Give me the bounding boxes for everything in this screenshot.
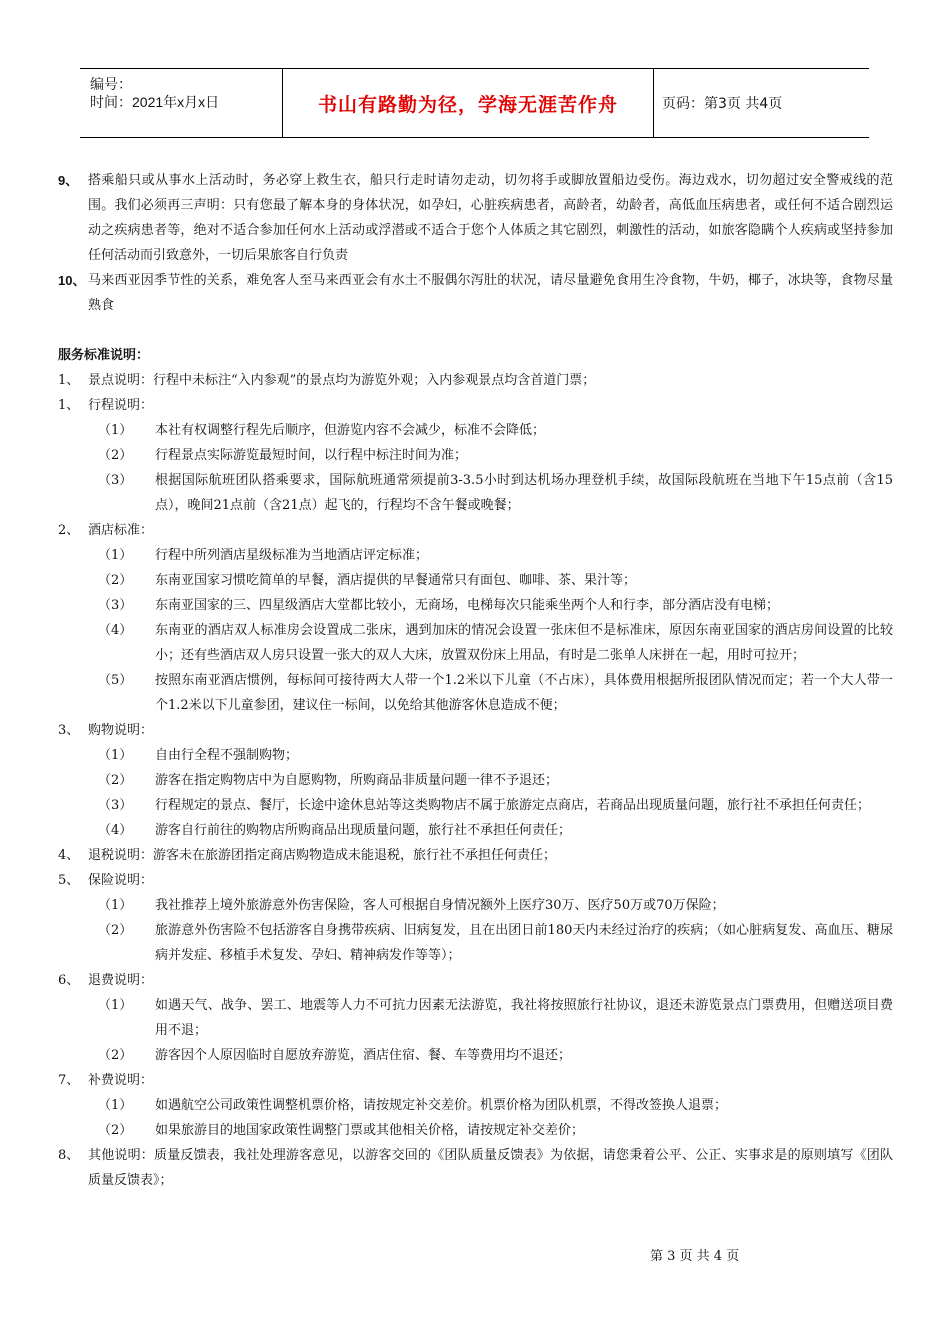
service-item-number: 3、 bbox=[58, 723, 80, 738]
service-subitem bbox=[58, 768, 893, 793]
service-item bbox=[58, 1068, 893, 1093]
header-meta bbox=[80, 69, 282, 137]
service-subitem bbox=[58, 818, 893, 843]
service-item-number: 8、 bbox=[58, 1148, 80, 1163]
service-subitem-number: （2） bbox=[98, 573, 133, 588]
service-subitem-number: （1） bbox=[98, 548, 133, 563]
service-subitem-number: （2） bbox=[98, 1123, 133, 1138]
service-subitem bbox=[58, 618, 893, 668]
service-subitem-number: （3） bbox=[98, 798, 133, 813]
service-item-number: 4、 bbox=[58, 848, 80, 863]
service-subitem bbox=[58, 1093, 893, 1118]
service-subitem-number: （3） bbox=[98, 473, 133, 488]
service-item-text: 退税说明：游客未在旅游团指定商店购物造成未能退税，旅行社不承担任何责任； bbox=[88, 848, 557, 863]
header-motto: 书山有路勤为径，学海无涯苦作舟 bbox=[282, 69, 654, 137]
service-subitem-text: 我社推荐上境外旅游意外伤害保险，客人可根据自身情况额外上医疗30万、医疗50万或70万保险； bbox=[155, 898, 725, 913]
service-subitem-text: 东南亚的酒店双人标准房会设置成二张床，遇到加床的情况会设置一张床但不是标准床，原因东南亚国家的酒店房间设置的比较小；还有些酒店双人房只设置一张大的双人大床，放置双份床上用品，有时是二张单人床拼在一起，用时可拉开； bbox=[155, 623, 893, 663]
note-item bbox=[58, 168, 893, 268]
service-subitem bbox=[58, 1043, 893, 1068]
service-subitem-number: （1） bbox=[98, 1098, 133, 1113]
service-item-text: 补费说明： bbox=[88, 1073, 154, 1088]
service-item-text: 酒店标准： bbox=[88, 523, 154, 538]
service-item bbox=[58, 393, 893, 418]
service-subitem-number: （4） bbox=[98, 823, 133, 838]
document-body bbox=[58, 168, 893, 1193]
service-item bbox=[58, 968, 893, 993]
service-item-number: 5、 bbox=[58, 873, 80, 888]
service-subitem-text: 如遇航空公司政策性调整机票价格，请按规定补交差价。机票价格为团队机票，不得改签换人退票； bbox=[155, 1098, 728, 1113]
service-subitem-text: 行程中所列酒店星级标准为当地酒店评定标准； bbox=[155, 548, 429, 563]
service-subitem-text: 旅游意外伤害险不包括游客自身携带疾病、旧病复发，且在出团日前180天内未经过治疗的疾病；（如心脏病复发、高血压、糖尿病并发症、移植手术复发、孕妇、精神病发作等等）； bbox=[155, 923, 893, 963]
service-subitem bbox=[58, 893, 893, 918]
service-subitem bbox=[58, 793, 893, 818]
service-subitem-number: （2） bbox=[98, 448, 133, 463]
service-subitem-number: （1） bbox=[98, 748, 133, 763]
service-item bbox=[58, 1143, 893, 1193]
service-item bbox=[58, 368, 893, 393]
note-number: 10、 bbox=[58, 273, 86, 288]
service-subitem-number: （2） bbox=[98, 773, 133, 788]
service-subitem bbox=[58, 918, 893, 968]
note-number: 9、 bbox=[58, 173, 79, 188]
service-item-text: 退费说明： bbox=[88, 973, 154, 988]
service-item-text: 行程说明： bbox=[88, 398, 154, 413]
service-item-number: 6、 bbox=[58, 973, 80, 988]
service-item-text: 购物说明： bbox=[88, 723, 154, 738]
service-subitem-number: （4） bbox=[98, 623, 133, 638]
service-subitem bbox=[58, 418, 893, 443]
note-text: 马来西亚因季节性的关系，难免客人至马来西亚会有水土不服偶尔泻肚的状况，请尽量避免食用生冷食物，牛奶，椰子，冰块等，食物尽量熟食 bbox=[88, 273, 893, 313]
service-item-number: 1、 bbox=[58, 373, 80, 388]
header-page-label: 页码：第3页 共4页 bbox=[662, 96, 783, 112]
service-subitem-text: 游客因个人原因临时自愿放弃游览，酒店住宿、餐、车等费用均不退还； bbox=[155, 1048, 572, 1063]
service-subitem-text: 东南亚国家的三、四星级酒店大堂都比较小，无商场，电梯每次只能乘坐两个人和行李，部分酒店没有电梯； bbox=[155, 598, 780, 613]
service-item-text: 其他说明：质量反馈表，我社处理游客意见，以游客交回的《团队质量反馈表》为依据，请您秉着公平、公正、实事求是的原则填写《团队质量反馈表》； bbox=[88, 1148, 893, 1188]
service-subitem-number: （1） bbox=[98, 423, 133, 438]
service-subitem-text: 按照东南亚酒店惯例，每标间可接待两大人带一个1.2米以下儿童（不占床），具体费用根据所报团队情况而定；若一个大人带一个1.2米以下儿童参团，建议住一标间，以免给其他游客休息造成不便； bbox=[155, 673, 893, 713]
service-subitem bbox=[58, 668, 893, 718]
service-subitem-number: （2） bbox=[98, 1048, 133, 1063]
service-subitem-text: 行程规定的景点、餐厅，长途中途休息站等这类购物店不属于旅游定点商店，若商品出现质量问题，旅行社不承担任何责任； bbox=[155, 798, 871, 813]
service-subitem-text: 如果旅游目的地国家政策性调整门票或其他相关价格，请按规定补交差价； bbox=[155, 1123, 585, 1138]
service-item bbox=[58, 868, 893, 893]
service-subitem bbox=[58, 1118, 893, 1143]
page-footer: 第 3 页 共 4 页 bbox=[650, 1249, 740, 1264]
service-item-number: 2、 bbox=[58, 523, 80, 538]
service-subitem-number: （2） bbox=[98, 923, 133, 938]
service-item-text: 保险说明： bbox=[88, 873, 154, 888]
travel-notes bbox=[58, 168, 893, 318]
service-subitem bbox=[58, 568, 893, 593]
service-item bbox=[58, 518, 893, 543]
service-subitem-text: 根据国际航班团队搭乘要求，国际航班通常须提前3-3.5小时到达机场办理登机手续，故国际段航班在当地下午15点前（含15点），晚间21点前（含21点）起飞的，行程均不含午餐或晚餐； bbox=[155, 473, 893, 513]
service-item bbox=[58, 718, 893, 743]
note-item bbox=[58, 268, 893, 318]
service-subitem-text: 东南亚国家习惯吃简单的早餐，酒店提供的早餐通常只有面包、咖啡、茶、果汁等； bbox=[155, 573, 637, 588]
service-subitem-text: 游客自行前往的购物店所购商品出现质量问题，旅行社不承担任何责任； bbox=[155, 823, 572, 838]
service-subitem bbox=[58, 468, 893, 518]
doc-number-label: 编号： bbox=[90, 76, 132, 92]
service-subitem-number: （3） bbox=[98, 598, 133, 613]
page-header bbox=[80, 68, 869, 138]
service-subitem-number: （1） bbox=[98, 998, 133, 1013]
service-item bbox=[58, 843, 893, 868]
service-subitem-text: 自由行全程不强制购物； bbox=[155, 748, 299, 763]
service-subitem-text: 本社有权调整行程先后顺序，但游览内容不会减少，标准不会降低； bbox=[155, 423, 546, 438]
service-standards-title: 服务标准说明： bbox=[58, 348, 150, 363]
service-standards-list bbox=[58, 368, 893, 1193]
service-subitem-text: 如遇天气、战争、罢工、地震等人力不可抗力因素无法游览，我社将按照旅行社协议，退还未游览景点门票费用，但赠送项目费用不退； bbox=[155, 998, 893, 1038]
service-subitem bbox=[58, 543, 893, 568]
service-item-text: 景点说明：行程中未标注“入内参观”的景点均为游览外观；入内参观景点均含首道门票； bbox=[88, 373, 596, 388]
service-subitem-number: （1） bbox=[98, 898, 133, 913]
service-subitem bbox=[58, 593, 893, 618]
service-subitem bbox=[58, 743, 893, 768]
note-text: 搭乘船只或从事水上活动时，务必穿上救生衣，船只行走时请勿走动，切勿将手或脚放置船边受伤。海边戏水，切勿超过安全警戒线的范围。我们必须再三声明：只有您最了解本身的身体状况，如孕妇，心脏疾病患者，高龄者，幼龄者，高低血压病患者，或任何不适合剧烈运动之疾病患者等，绝对不适合参加任何水上活动或浮潜或不适合于您个人体质之其它剧烈，刺激性的活动，如旅客隐瞒个人疾病或坚持参加任何活动而引致意外，一切后果旅客自行负责 bbox=[88, 173, 893, 263]
service-item-number: 1、 bbox=[58, 398, 80, 413]
doc-date-label: 时间：2021年x月x日 bbox=[90, 94, 220, 110]
service-subitem-text: 行程景点实际游览最短时间，以行程中标注时间为准； bbox=[155, 448, 468, 463]
service-item-number: 7、 bbox=[58, 1073, 80, 1088]
service-subitem bbox=[58, 443, 893, 468]
service-subitem bbox=[58, 993, 893, 1043]
service-subitem-number: （5） bbox=[98, 673, 133, 688]
service-subitem-text: 游客在指定购物店中为自愿购物，所购商品非质量问题一律不予退还； bbox=[155, 773, 559, 788]
